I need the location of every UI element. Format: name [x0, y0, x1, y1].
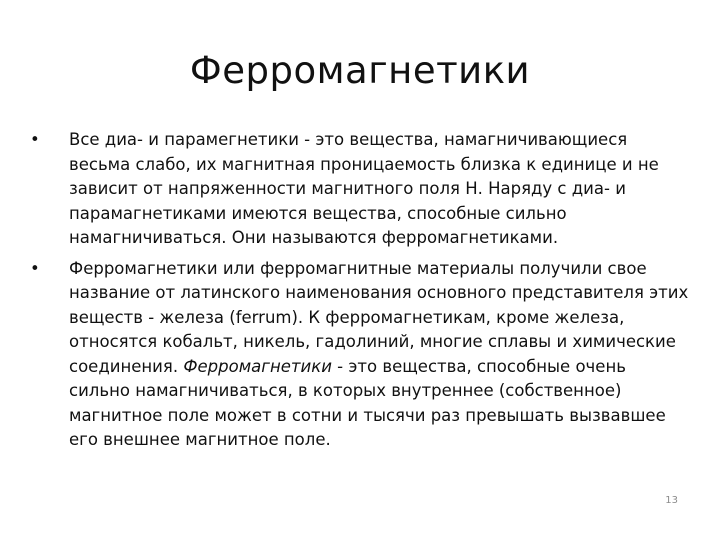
bullet-icon: • — [30, 130, 40, 149]
slide-title: Ферромагнетики — [189, 49, 531, 92]
bullet-text-before: Ферромагнетики или ферромагнитные материалы получили свое название от латинского наименования основного представителя этих веществ - железа (ferrum). К ферромагнетикам, кроме железа, относятся кобальт, никель, гадолиний, многие сплавы и химические соединения. — [69, 258, 689, 376]
page-number: 13 — [665, 495, 678, 506]
bullet-icon: • — [30, 258, 40, 278]
bullet-text-after: - это вещества, способные очень сильно намагничиваться, в которых внутреннее (собственное) магнитное поле может в сотни и тысячи раз превышать вызвавшее его внешнее магнитное поле. — [69, 356, 666, 449]
bullet-emphasis-term: Ферромагнетики — [183, 356, 332, 376]
bullet-item-diamagnetics — [30, 128, 690, 251]
bullet-item-ferromagnetics — [30, 257, 690, 453]
bullet-list — [30, 128, 690, 459]
bullet-text: Все диа- и парамегнетики - это вещества, намагничивающиеся весьма слабо, их магнитная проницаемость близка к единице и не зависит от напряженности магнитного поля Н. Наряду с диа- и парамагнетиками имеются вещества, способные сильно намагничиваться. Они называются ферромагнетиками. — [69, 130, 659, 247]
